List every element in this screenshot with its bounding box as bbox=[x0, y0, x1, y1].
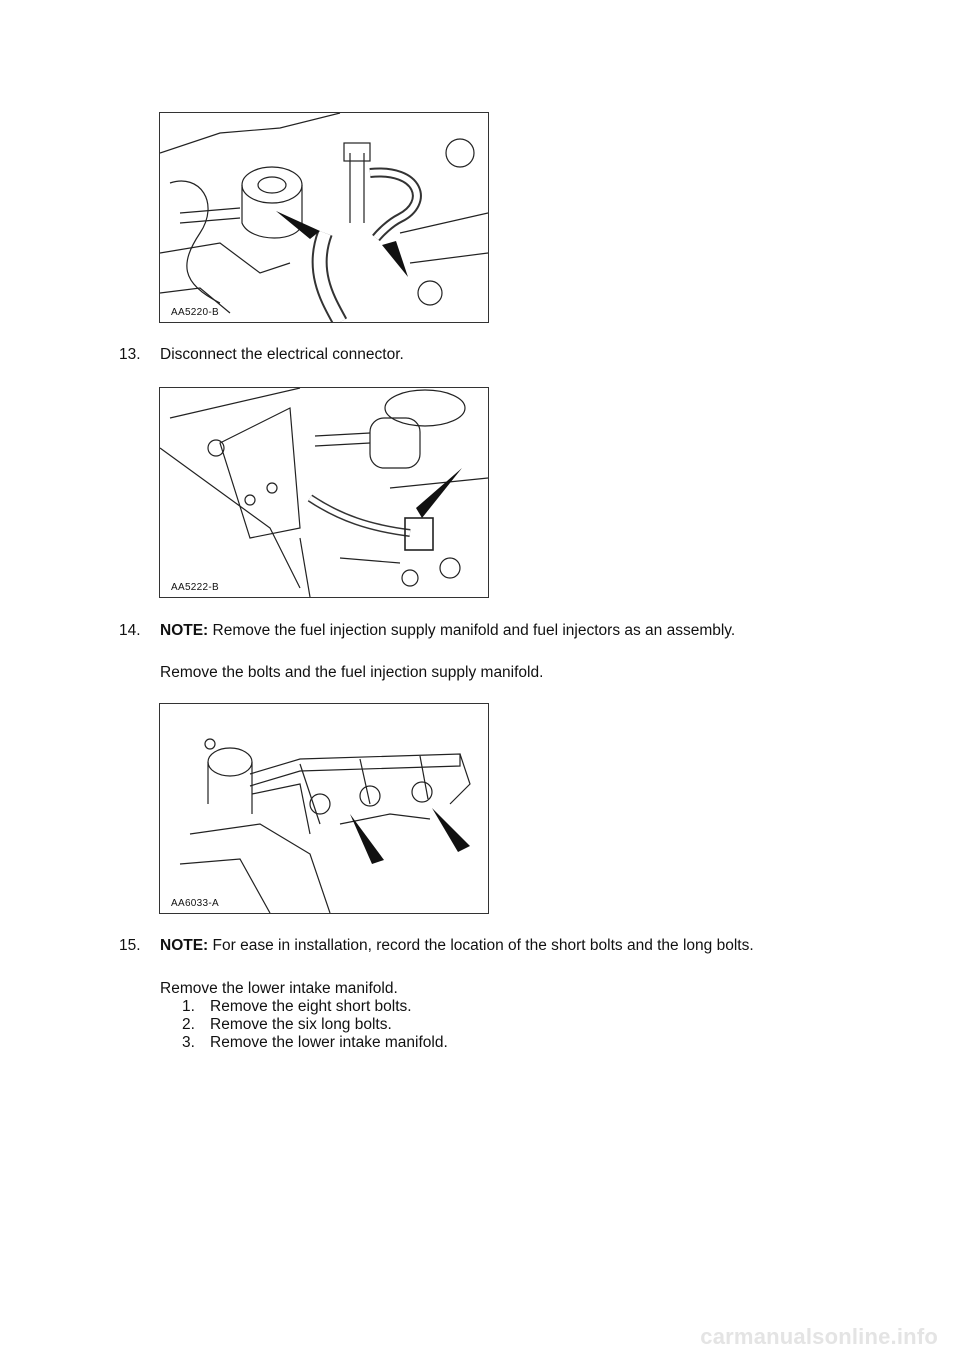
step-13-text: Disconnect the electrical connector. bbox=[160, 346, 404, 363]
substep-number: 2. bbox=[182, 1016, 195, 1033]
step-15-text: Remove the lower intake manifold. bbox=[160, 980, 398, 997]
figure-id-label: AA6033-A bbox=[171, 898, 219, 909]
figure-aa5222-b bbox=[159, 387, 489, 598]
step-15-note bbox=[160, 937, 754, 955]
engine-illustration-connector bbox=[160, 388, 488, 597]
step-13-number: 13. bbox=[119, 346, 141, 363]
substep-item bbox=[182, 1034, 448, 1052]
note-label: NOTE: bbox=[160, 937, 209, 954]
note-text: For ease in installation, record the location of the short bolts and the long bolts. bbox=[212, 937, 754, 954]
figure-id-label: AA5220-B bbox=[171, 307, 219, 318]
substep-number: 3. bbox=[182, 1034, 195, 1051]
watermark: carmanualsonline.info bbox=[700, 1324, 938, 1349]
figure-aa5220-b bbox=[159, 112, 489, 323]
substep-text: Remove the lower intake manifold. bbox=[210, 1034, 448, 1051]
step-15-number: 15. bbox=[119, 937, 141, 954]
figure-aa6033-a bbox=[159, 703, 489, 914]
step-14-note bbox=[160, 622, 735, 640]
note-label: NOTE: bbox=[160, 622, 209, 639]
substep-text: Remove the six long bolts. bbox=[210, 1016, 392, 1033]
substep-text: Remove the eight short bolts. bbox=[210, 998, 412, 1015]
engine-illustration-hose bbox=[160, 113, 488, 322]
engine-illustration-manifold bbox=[160, 704, 488, 913]
step-14-text: Remove the bolts and the fuel injection supply manifold. bbox=[160, 664, 544, 681]
step-14-number: 14. bbox=[119, 622, 141, 639]
substep-item bbox=[182, 1016, 392, 1034]
figure-id-label: AA5222-B bbox=[171, 582, 219, 593]
substep-item bbox=[182, 998, 412, 1016]
note-text: Remove the fuel injection supply manifold and fuel injectors as an assembly. bbox=[212, 622, 736, 639]
substep-number: 1. bbox=[182, 998, 195, 1015]
